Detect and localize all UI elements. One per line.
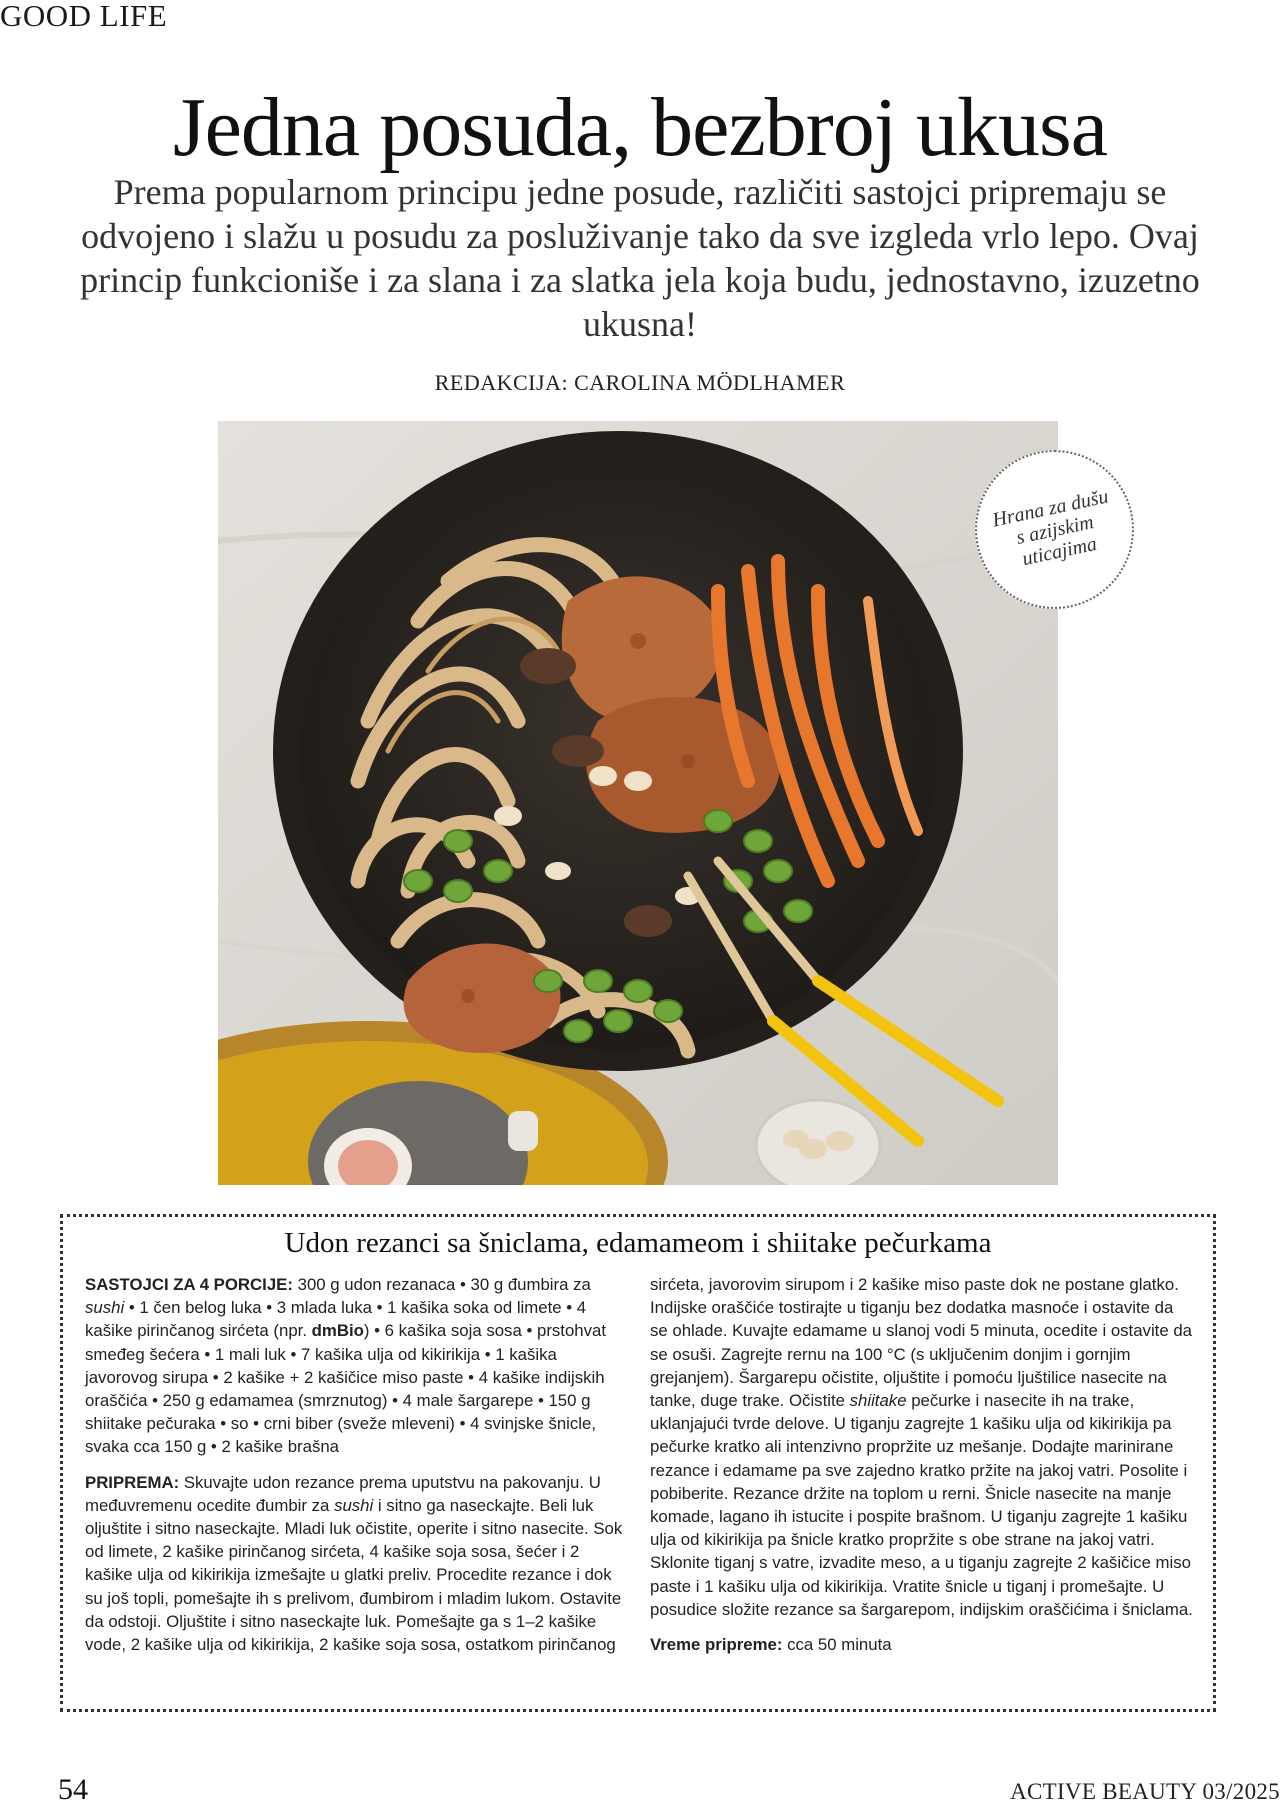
- prep-time: [650, 1633, 1195, 1656]
- prep-time-label: Vreme pripreme:: [650, 1635, 783, 1655]
- ingredients-text: 300 g udon rezanaca • 30 g đumbira za: [292, 1275, 591, 1294]
- article-intro: Prema popularnom principu jedne posude, različiti sastojci pripremaju se odvojeno i slažu u posudu za posluživanje tako da sve izgleda vrlo lepo. Ovaj princip funkcioniše i za slana i za slatka jela koja budu, jednostavno, izuzetno ukusna!: [80, 172, 1200, 344]
- preparation-text: pečurke i nasecite ih na trake, uklanjajući tvrde delove. U tiganju zagrejte 1 kašiku ulja od kikirikija pa pečurke kratko ali intenzivno propržite uz mešanje. Dodajte marinirane rezance i edamame pa sve zajedno kratko pržite na jakoj vatri. Posolite i pobiberite. Rezance držite na toplom u rerni. Šnicle nasecite na manje komade, lagano ih istucite i pospite brašnom. U tiganju zagrejte 1 kašiku ulja od kikirikija pa šnicle kratko propržite s obe strane na jakoj vatri. Sklonite tiganj s vatre, izvadite meso, a u tiganju zagrejte 2 kašičice miso paste i 1 kašiku ulja od kikirikija. Vratite šnicle u tiganj i promešajte. U posudice složite rezance sa šargarepom, indijskim oraščićima i šniclama.: [650, 1391, 1193, 1619]
- preparation-italic: shiitake: [849, 1391, 907, 1411]
- brand-name: dmBio: [311, 1321, 364, 1341]
- byline: REDAKCIJA: CAROLINA MÖDLHAMER: [434, 370, 846, 395]
- preparation-text: sirćeta, javorovim sirupom i 2 kašike miso paste dok ne postane glatko. Indijske oraščiće tostirajte u tiganju bez dodatka masnoće i ostavite da se ohlade. Kuvajte edamame u slanoj vodi 5 minuta, ocedite i ostavite da se osuši. Zagrejte rernu na 100 °C (s uključenim donjim i gornjim grejanjem). Šargarepu očistite, oljuštite i pomoću ljuštilice nasecite na tanke, duge trake. Očistite: [650, 1275, 1192, 1411]
- preparation-paragraph: [85, 1471, 625, 1657]
- section-label: GOOD LIFE: [0, 0, 168, 33]
- preparation-continued: [650, 1273, 1195, 1621]
- ingredients-italic: sushi: [85, 1298, 125, 1318]
- badge-text: Hrana za dušu s azijskim uticajima: [990, 484, 1110, 570]
- article-title: Jedna posuda, bezbroj ukusa: [172, 81, 1108, 174]
- recipe-column-left: [85, 1273, 625, 1656]
- ingredients-label: SASTOJCI ZA 4 PORCIJE:: [85, 1275, 293, 1294]
- ingredients-text: ) • 6 kašika soja sosa • prstohvat smeđeg šećera • 1 mali luk • 7 kašika ulja od kikirikija • 1 kašika javorovog sirupa • 2 kašike + 2 kašičice miso paste • 4 kašike indijskih oraščića • 250 g edamamea (smrznutog) • 4 male šargarepe • 150 g shiitake pečuraka • so • crni biber (sveže mleveni) • 4 svinjske šnicle, svaka cca 150 g • 2 kašike brašna: [85, 1321, 607, 1457]
- preparation-italic: sushi: [334, 1495, 374, 1515]
- ingredients-paragraph: [85, 1273, 625, 1459]
- recipe-column-right: [650, 1273, 1195, 1656]
- recipe-box: [60, 1214, 1216, 1712]
- issue-label: ACTIVE BEAUTY 03/2025: [1010, 1779, 1280, 1804]
- page-number: 54: [58, 1773, 88, 1806]
- food-photo: [218, 421, 1058, 1185]
- preparation-text: Skuvajte udon rezance prema uputstvu na pakovanju. U međuvremenu ocedite đumbir za: [85, 1472, 601, 1515]
- ingredients-text: • 1 čen belog luka • 3 mlada luka • 1 kašika soka od limete • 4 kašike pirinčanog sirćeta (npr.: [85, 1298, 587, 1341]
- preparation-text: i sitno ga naseckajte. Beli luk oljuštite i sitno naseckajte. Mladi luk očistite, operite i sitno nasecite. Sok od limete, 2 kašike pirinčanog sirćeta, 4 kašike soja sosa, šećer i 2 kašike ulja od kikirikija izmešajte u glatki preliv. Procedite rezance i dok su još topli, pomešajte ih s prelivom, đumbirom i mladim lukom. Ostavite da odstoji. Oljuštite i sitno naseckajte luk. Pomešajte ga s 1–2 kašike vode, 2 kašike ulja od kikirikija, 2 kašike soja sosa, ostatkom pirinčanog: [85, 1495, 623, 1655]
- circle-badge: [975, 450, 1134, 609]
- recipe-title: Udon rezanci sa šniclama, edamameom i shiitake pečurkama: [284, 1227, 992, 1259]
- prep-time-value: cca 50 minuta: [782, 1635, 892, 1655]
- preparation-label: PRIPREMA:: [85, 1472, 180, 1492]
